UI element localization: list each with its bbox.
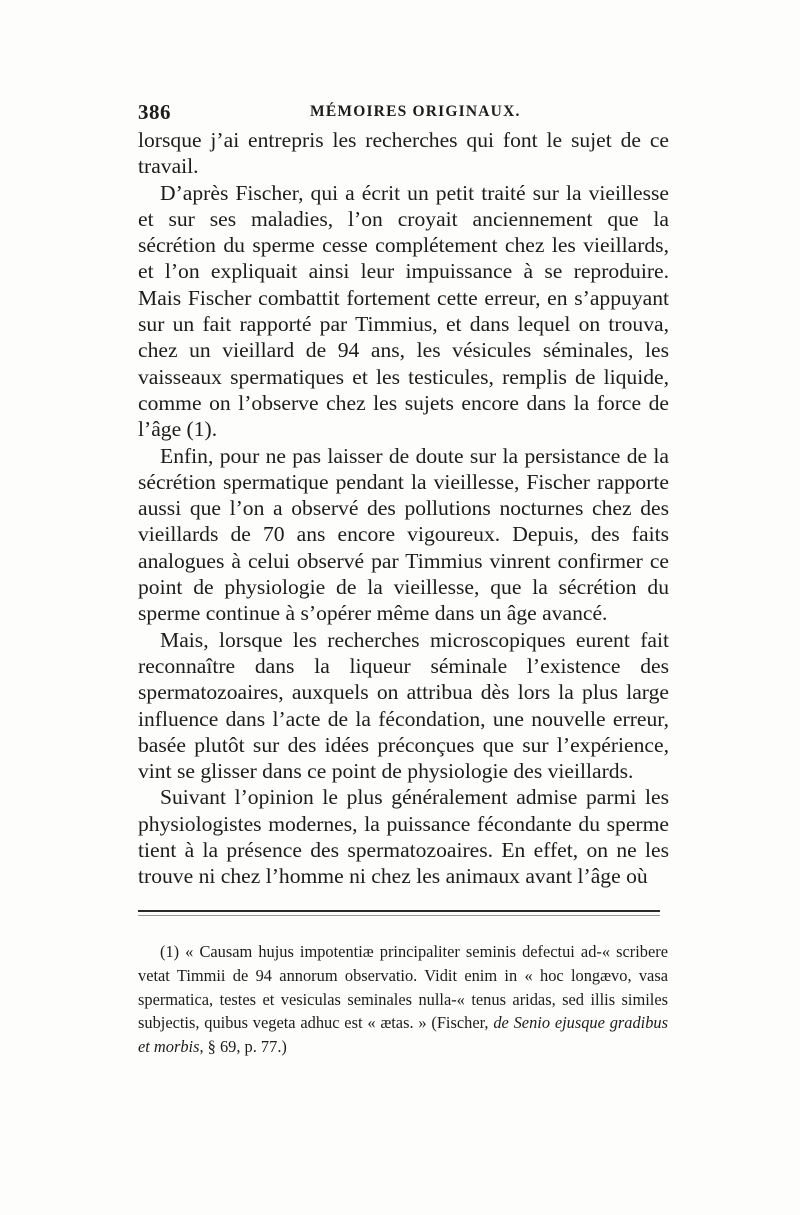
footnote bbox=[138, 940, 668, 1059]
page-header bbox=[138, 100, 668, 126]
footnote-text bbox=[138, 940, 668, 1059]
page-number: 386 bbox=[138, 100, 171, 124]
footnote-work-title: de Senio ejusque gradibus et morbis bbox=[138, 1013, 668, 1057]
footnote-citation: , § 69, p. 77.) bbox=[199, 1037, 287, 1057]
footnote-quote: (1) « Causam hujus impotentiæ principaliter seminis defectui ad-« scribere vetat Timmii de 94 annorum observatio. Vidit enim in « hoc longævo, vasa spermatica, testes et vesiculas seminales nulla-« tenus aridas, sed illis similes subjectis, quibus vegeta adhuc est « ætas. » (Fischer, bbox=[138, 942, 668, 1033]
paragraph: D’après Fischer, qui a écrit un petit traité sur la vieillesse et sur ses maladies, l’on croyait anciennement que la sécrétion du sperme cesse complétement chez les vieillards, et l’on expliquait ainsi leur impuissance à se reproduire. Mais Fischer combattit fortement cette erreur, en s’appuyant sur un fait rapporté par Timmius, et dans lequel on trouva, chez un vieillard de 94 ans, les vésicules séminales, les vaisseaux spermatiques et les testicules, remplis de liquide, comme on l’observe chez les sujets encore dans la force de l’âge (1). bbox=[138, 180, 669, 442]
running-title: MÉMOIRES ORIGINAUX. bbox=[310, 103, 521, 120]
paragraph: Suivant l’opinion le plus généralement admise parmi les physiologistes modernes, la puissance fécondante du sperme tient à la présence des spermatozoaires. En effet, on ne les trouve ni chez l’homme ni chez les animaux avant l’âge où bbox=[138, 785, 669, 889]
paragraph-continuation: lorsque j’ai entrepris les recherches qui font le sujet de ce travail. bbox=[138, 128, 669, 179]
body-text bbox=[138, 127, 669, 890]
footnote-separator-rule-thin bbox=[138, 915, 660, 916]
paragraph: Enfin, pour ne pas laisser de doute sur la persistance de la sécrétion spermatique pendant la vieillesse, Fischer rapporte aussi que l’on a observé des pollutions nocturnes chez des vieillards de 70 ans encore vigoureux. Depuis, des faits analogues à celui observé par Timmius vinrent confirmer ce point de physiologie de la vieillesse, que la sécrétion du sperme continue à s’opérer même dans un âge avancé. bbox=[138, 443, 669, 626]
paragraph: Mais, lorsque les recherches microscopiques eurent fait reconnaître dans la liqueur séminale l’existence des spermatozoaires, auxquels on attribua dès lors la plus large influence dans l’acte de la fécondation, une nouvelle erreur, basée plutôt sur des idées préconçues que sur l’expérience, vint se glisser dans ce point de physiologie des vieillards. bbox=[138, 627, 669, 784]
footnote-separator-rule bbox=[138, 910, 660, 912]
